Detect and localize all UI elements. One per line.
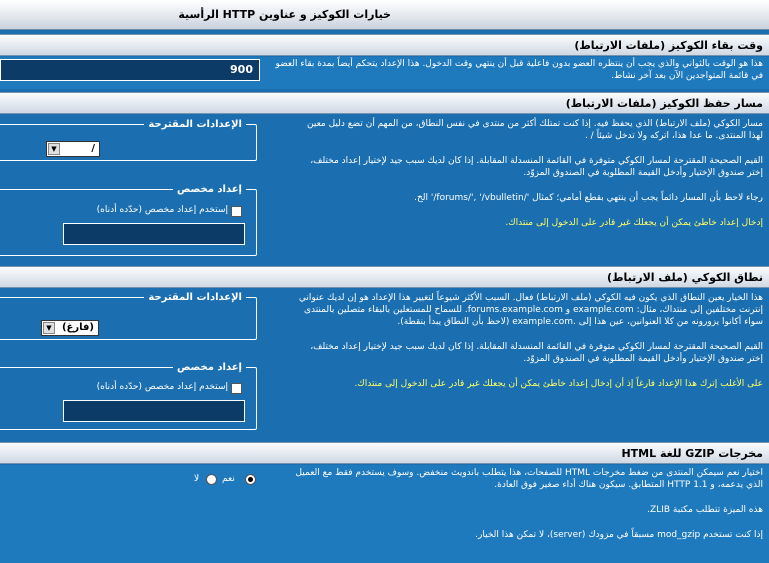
gzip-heading xyxy=(0,442,769,464)
gzip-yes-label: نعم xyxy=(222,474,235,484)
cookie-domain-custom-checkbox[interactable] xyxy=(231,383,242,394)
cookie-path-warning: إدخال إعداد خاطئ يمكن أن يجعلك غير قادر على الدخول إلى منتداك. xyxy=(505,218,763,228)
cookie-path-suggested-legend: الإعدادات المقترحة xyxy=(148,119,242,130)
cookie-path-custom-group xyxy=(0,184,257,256)
chevron-down-icon[interactable]: ▼ xyxy=(43,322,55,334)
page-title: خيارات الكوكيز و عناوين HTTP الرأسية xyxy=(0,0,769,30)
cookie-path-custom-legend: إعداد مخصص xyxy=(177,184,242,195)
cookie-path-text-2: القيم الصحيحة المقترحة لمسار الكوكي متوفرة في القائمة المنسدلة المقابلة. إذا كان لديك سبب جيد لإختيار إعداد مختلف، إختر صندوق الإختيار وأدخل القيمة المطلوبة في الصندوق المزوّد. xyxy=(310,156,763,178)
gzip-no-label: لا xyxy=(194,474,200,484)
cookie-domain-description xyxy=(293,292,763,403)
cookie-timeout-description: هذا هو الوقت بالثواني والذي يجب أن ينتظره العضو بدون فاعلية قبل أن ينتهي وقت الدخول. هذا الإعداد يتحكم أيضاً بمدة بقاء العضو في قائمة المتواجدين الآن بعد آخر نشاط. xyxy=(275,59,763,81)
cookie-domain-text-2: القيم الصحيحة المقترحة لمسار الكوكي متوفرة في القائمة المنسدلة المقابلة. إذا كان لديك سبب جيد لإختيار إعداد مختلف، إختر صندوق الإختيار وأدخل القيمة المطلوبة في الصندوق المزوّد. xyxy=(310,342,763,364)
gzip-text-2: هذه الميزة تتطلب مكتبة ZLIB. xyxy=(647,505,763,515)
cookie-timeout-heading: وقت بقاء الكوكيز (ملفات الارتباط) xyxy=(0,34,769,56)
cookie-path-custom-checkbox-label: إستخدم إعداد مخصص (حدّده أدناه) xyxy=(96,205,228,215)
cookie-domain-custom-group xyxy=(0,362,257,430)
cookie-domain-suggested-legend: الإعدادات المقترحة xyxy=(148,292,242,303)
cookie-path-text-3: رجاء لاحظ بأن المسار دائماً يجب أن ينتهي بقطع أمامي؛ كمثال '/forums/', '/vbulletin/' الخ. xyxy=(414,193,763,203)
cookie-domain-custom-legend: إعداد مخصص xyxy=(177,362,242,373)
cookie-domain-warning: على الأغلب إترك هذا الإعداد فارغاً إذ أن إدخال إعداد خاطئ يمكن أن يجعلك غير قادر على الدخول إلى منتداك. xyxy=(354,379,763,389)
chevron-down-icon[interactable]: ▼ xyxy=(48,143,60,155)
cookie-path-select[interactable] xyxy=(46,141,100,157)
cookie-path-custom-checkbox[interactable] xyxy=(231,206,242,217)
gzip-heading-text: مخرجات GZIP للغة HTML xyxy=(621,447,763,460)
cookie-timeout-input[interactable]: 900 xyxy=(0,59,260,81)
cookie-domain-custom-input[interactable] xyxy=(63,400,245,422)
cookie-domain-text-1: هذا الخيار يعين النطاق الذي يكون فيه الكوكي (ملف الارتباط) فعال. السبب الأكثر شيوعاً لتغيير هذا الإعداد هو إن لديك عنواني إنترنت مختلفين إلى منتداك، مثال: example.com و forums.example.com. للسماح للمستعلين بالبقاء متصلين بالمنتدى سواء أكانوا يزورونه من كلا العنوانين، عين هذا إلى .example.com (لاحظ بأن النطاق يبدأ بنقطة). xyxy=(298,293,763,327)
cookie-path-description xyxy=(293,118,763,242)
gzip-text-3: إذا كنت تستخدم mod_gzip مسبقاً في مزودك (server)، لا تمكن هذا الخيار. xyxy=(475,530,763,540)
gzip-text-1: اختيار نعم سيمكن المنتدى من ضغط مخرجات HTML للصفحات، هذا يتطلب باندويث منخفض. وسوف يستخدم فقط مع العميل الذي يدعمه، و HTTP 1.1 المتطابق. سيكون هناك أداء صغير فوق العادة. xyxy=(295,468,763,490)
cookie-path-text-1: مسار الكوكي (ملف الارتباط) الذي يحفظ فيه. إذا كنت تمتلك أكثر من منتدى في نفس النطاق، من المهم أن تضع دليل معين لهذا المنتدى. ما عدا هذا، اتركه ولا تدخل شيئاً / . xyxy=(307,119,763,141)
cookie-path-custom-input[interactable] xyxy=(63,223,245,245)
cookie-domain-custom-checkbox-label: إستخدم إعداد مخصص (حدّده أدناه) xyxy=(96,382,228,392)
gzip-description xyxy=(293,467,763,554)
cookie-domain-suggested-group xyxy=(0,292,257,340)
cookie-path-heading: مسار حفظ الكوكيز (ملفات الارتباط) xyxy=(0,92,769,114)
gzip-no-radio[interactable] xyxy=(206,474,217,485)
gzip-yes-radio[interactable] xyxy=(245,474,256,485)
cookie-path-suggested-group xyxy=(0,119,257,161)
cookie-path-select-value: / xyxy=(91,143,95,154)
cookie-domain-select-value: (فارغ) xyxy=(61,322,94,333)
cookie-domain-select[interactable] xyxy=(41,320,99,336)
cookie-domain-heading: نطاق الكوكي (ملف الارتباط) xyxy=(0,266,769,288)
